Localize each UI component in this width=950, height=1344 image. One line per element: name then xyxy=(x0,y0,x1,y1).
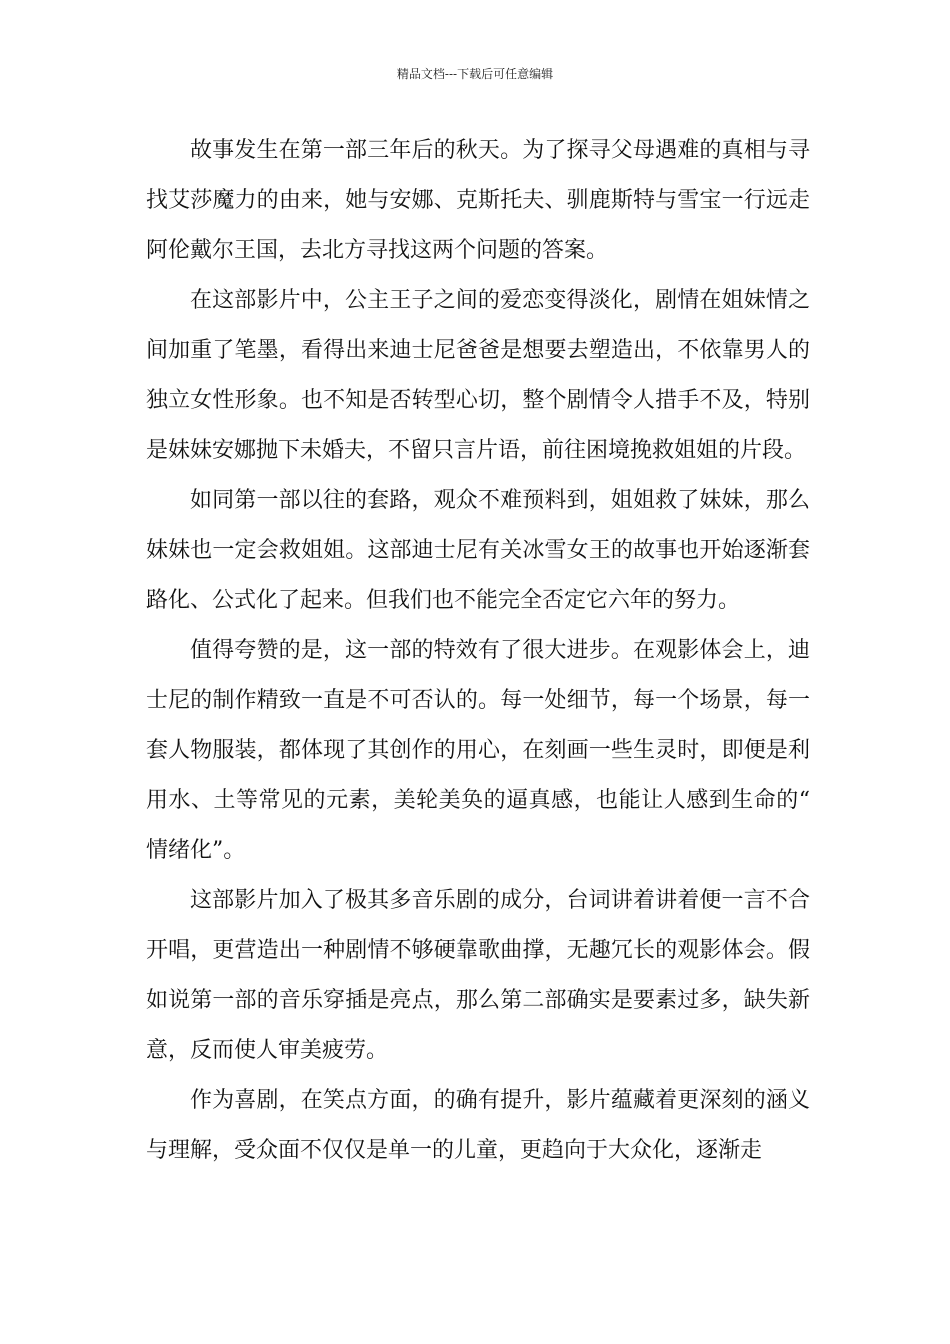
paragraph: 作为喜剧，在笑点方面，的确有提升，影片蕴藏着更深刻的涵义与理解，受众面不仅仅是单一的儿童，更趋向于大众化，逐渐走 xyxy=(146,1088,810,1163)
page-header: 精品文档---下载后可任意编辑 xyxy=(396,67,554,81)
paragraph: 在这部影片中，公主王子之间的爱恋变得淡化，剧情在姐妹情之间加重了笔墨，看得出来迪士尼爸爸是想要去塑造出，不依靠男人的独立女性形象。也不知是否转型心切，整个剧情令人措手不及，特别是妹妹安娜抛下未婚夫，不留只言片语，前往困境挽救姐姐的片段。 xyxy=(146,288,810,463)
paragraph: 故事发生在第一部三年后的秋天。为了探寻父母遇难的真相与寻找艾莎魔力的由来，她与安娜、克斯托夫、驯鹿斯特与雪宝一行远走阿伦戴尔王国，去北方寻找这两个问题的答案。 xyxy=(146,138,810,263)
document-body xyxy=(146,126,810,1176)
paragraph: 如同第一部以往的套路，观众不难预料到，姐姐救了妹妹，那么妹妹也一定会救姐姐。这部迪士尼有关冰雪女王的故事也开始逐渐套路化、公式化了起来。但我们也不能完全否定它六年的努力。 xyxy=(146,488,810,613)
paragraph: 这部影片加入了极其多音乐剧的成分，台词讲着讲着便一言不合开唱，更营造出一种剧情不够硬靠歌曲撑，无趣冗长的观影体会。假如说第一部的音乐穿插是亮点，那么第二部确实是要素过多，缺失新意，反而使人审美疲劳。 xyxy=(146,888,810,1063)
paragraph: 值得夸赞的是，这一部的特效有了很大进步。在观影体会上，迪士尼的制作精致一直是不可否认的。每一处细节，每一个场景，每一套人物服装，都体现了其创作的用心，在刻画一些生灵时，即便是利用水、土等常见的元素，美轮美奂的逼真感，也能让人感到生命的“情绪化”。 xyxy=(146,638,810,863)
